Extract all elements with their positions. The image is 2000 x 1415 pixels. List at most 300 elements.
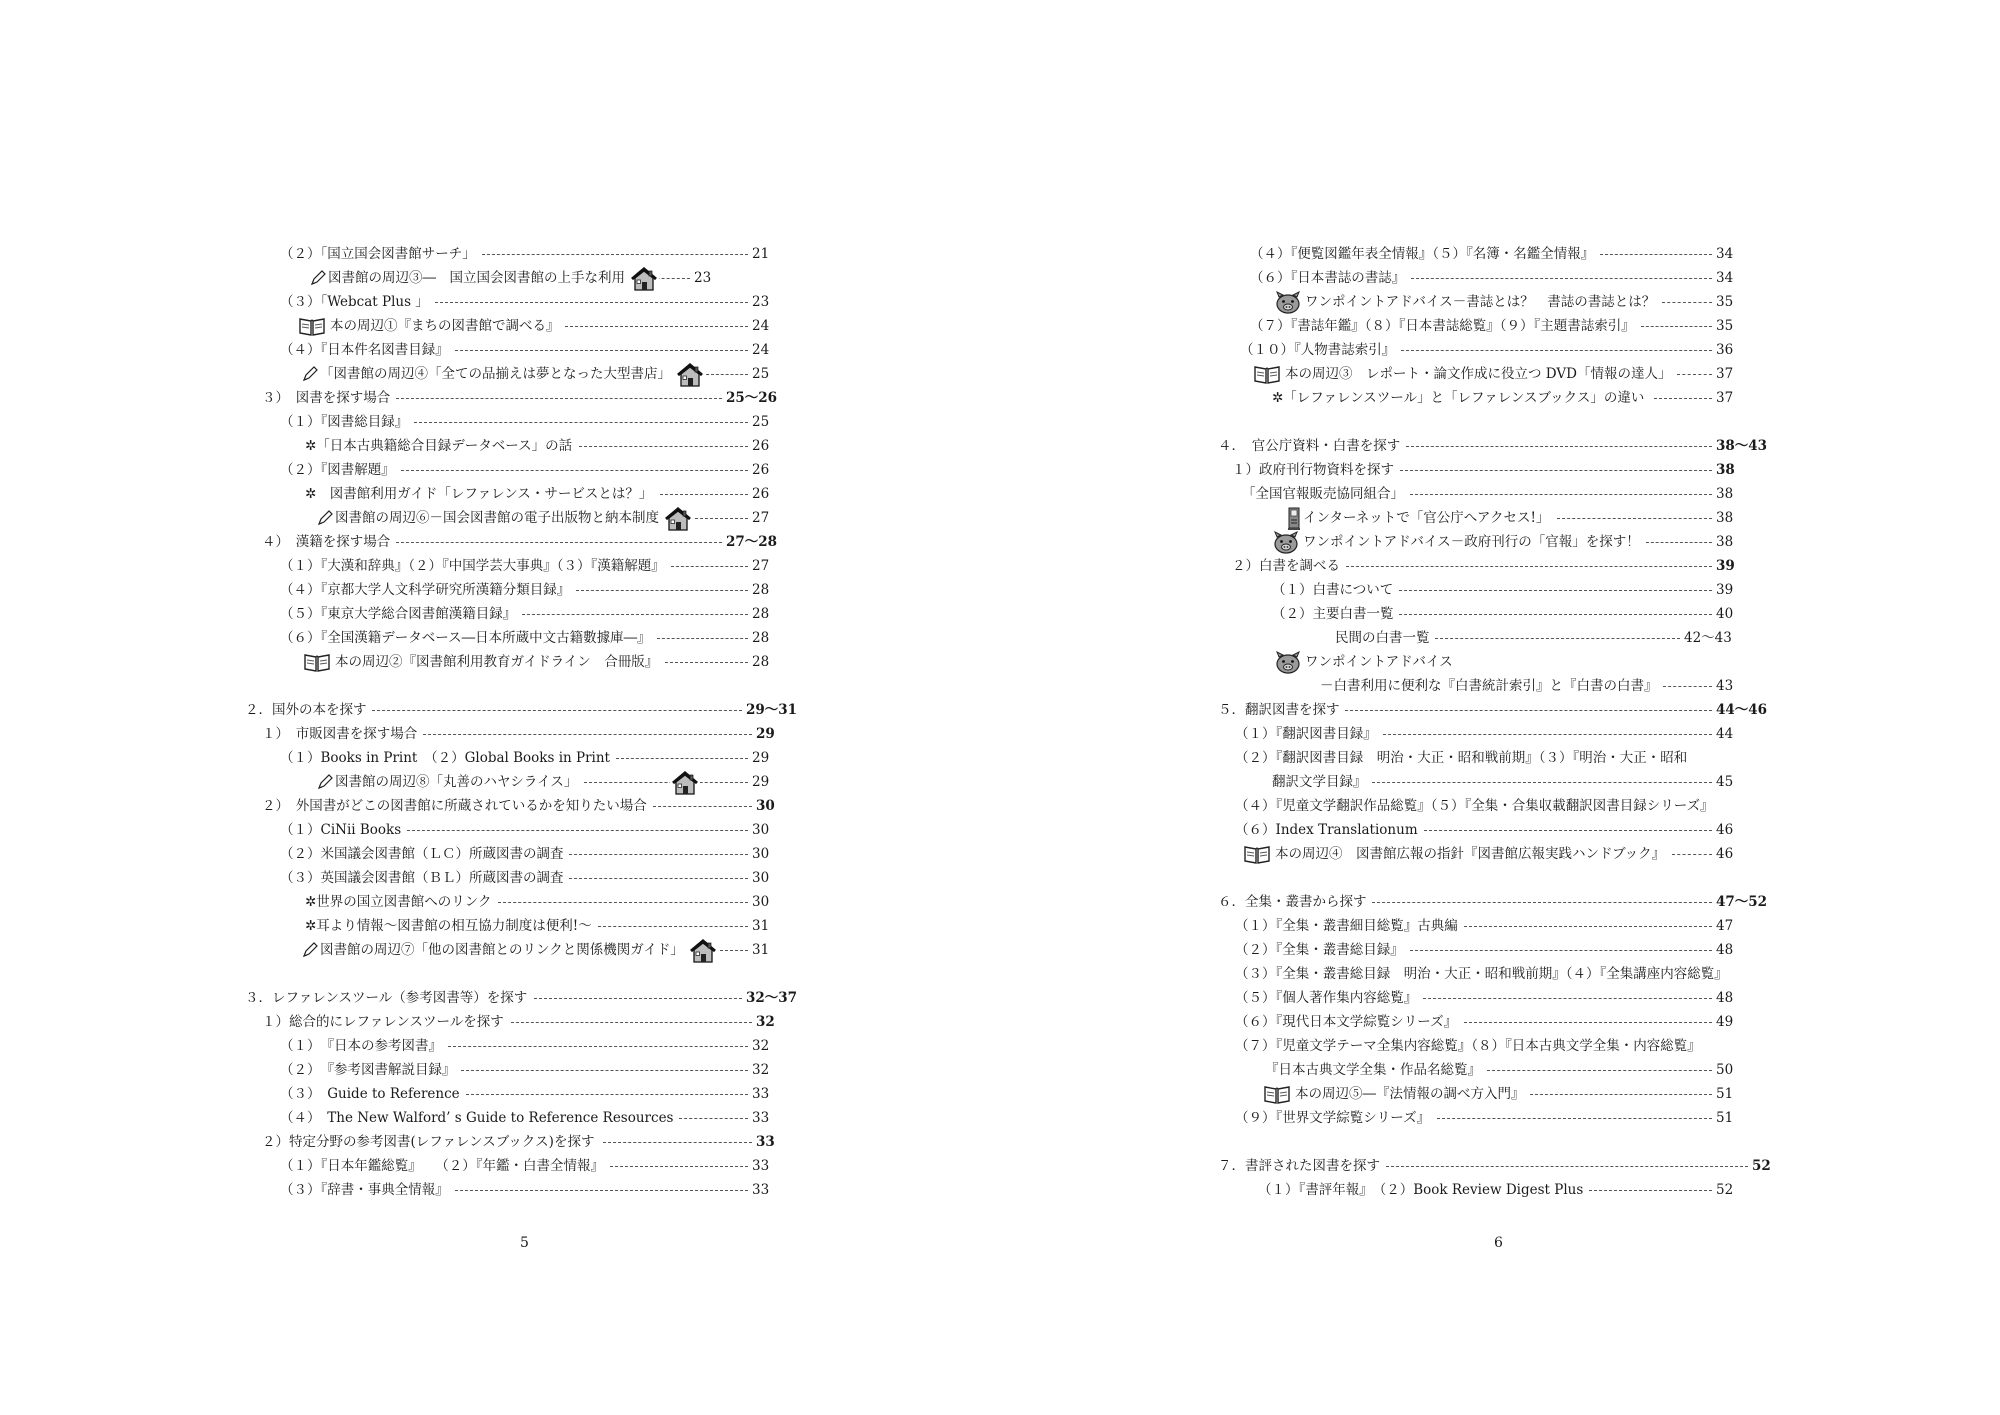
toc-page-number: 28 bbox=[752, 630, 770, 646]
book-icon bbox=[1243, 843, 1275, 865]
leader-dots bbox=[1487, 1070, 1712, 1071]
toc-entry-title: （３）「Webcat Plus 」 bbox=[280, 294, 429, 310]
toc-page-number: 23 bbox=[752, 294, 770, 310]
leader-dots bbox=[1530, 1094, 1712, 1095]
toc-entry-title: （１）Books in Print （２）Global Books in Print bbox=[280, 750, 610, 766]
toc-entry[interactable] bbox=[1000, 842, 2000, 866]
leader-dots bbox=[579, 446, 748, 447]
toc-entry-title: （７）『児童文学テーマ全集内容総覧』（８）『日本古典文学全集・内容総覧』 bbox=[1235, 1038, 1701, 1054]
toc-entry[interactable] bbox=[0, 650, 1000, 674]
toc-page-number: 46 bbox=[1716, 846, 1734, 862]
toc-entry-title: インターネットで「官公庁へアクセス!」 bbox=[1303, 510, 1550, 526]
leader-dots bbox=[1401, 350, 1712, 351]
spacer bbox=[1000, 1130, 2000, 1154]
toc-entry-title: ４． 官公庁資料・白書を探す bbox=[1218, 438, 1401, 454]
toc-entry-title: 本の周辺⑤―『法情報の調べ方入門』 bbox=[1295, 1086, 1525, 1102]
leader-dots bbox=[534, 998, 742, 999]
toc-page-number: 32 bbox=[752, 1062, 770, 1078]
toc-entry-title: （１）『書評年報』 （２）Book Review Digest Plus bbox=[1258, 1182, 1584, 1198]
toc-entry-title: 図書館の周辺⑥－国会図書館の電子出版物と納本制度 bbox=[335, 510, 659, 526]
toc-page-number: 33 bbox=[752, 1158, 770, 1174]
toc-entry-title: 本の周辺①『まちの図書館で調べる』 bbox=[330, 318, 560, 334]
toc-entry-title: ✲世界の国立図書館へのリンク bbox=[305, 894, 492, 910]
leader-dots bbox=[657, 638, 748, 639]
right-page bbox=[1000, 0, 2000, 1415]
toc-page-number: 48 bbox=[1716, 942, 1734, 958]
toc-entry-title: １） 市販図書を探す場合 bbox=[262, 726, 418, 742]
leader-dots bbox=[569, 878, 748, 879]
toc-entry-title: （２）『図書解題』 bbox=[280, 462, 395, 478]
toc-entry[interactable] bbox=[1000, 914, 2000, 938]
page-number-right: 6 bbox=[1494, 1235, 1503, 1251]
toc-page-number: 33 bbox=[752, 1182, 770, 1198]
leader-dots bbox=[522, 614, 748, 615]
toc-entry-title: 『日本古典文学全集・作品名総覧』 bbox=[1265, 1062, 1481, 1078]
toc-page-number: 25 bbox=[752, 414, 770, 430]
toc-entry[interactable] bbox=[0, 722, 1000, 746]
book-icon bbox=[1253, 363, 1285, 385]
leader-dots bbox=[455, 350, 748, 351]
toc-entry-title: ２）特定分野の参考図書(レファレンスブックス)を探す bbox=[262, 1134, 595, 1150]
toc-entry-title: ✲「レファレンスツール」と「レファレンスブックス」の違い bbox=[1272, 390, 1645, 406]
toc-page-number: 30 bbox=[752, 822, 770, 838]
leader-dots bbox=[1345, 710, 1712, 711]
toc-entry-title: （４） The New Walford’ s Guide to Reference Resources bbox=[280, 1110, 674, 1126]
toc-entry[interactable] bbox=[1000, 362, 2000, 386]
toc-entry-title: （１）『翻訳図書目録』 bbox=[1235, 726, 1377, 742]
leader-dots bbox=[1464, 1022, 1712, 1023]
toc-page-number: 38 bbox=[1716, 462, 1735, 478]
leader-dots bbox=[1423, 998, 1712, 999]
toc-entry[interactable] bbox=[1000, 458, 2000, 482]
toc-entry[interactable] bbox=[0, 986, 1000, 1010]
toc-entry[interactable] bbox=[1000, 1154, 2000, 1178]
leader-dots bbox=[1654, 398, 1712, 399]
toc-page-number: 26 bbox=[752, 462, 770, 478]
leader-dots bbox=[616, 758, 748, 759]
toc-entry[interactable] bbox=[1000, 266, 2000, 290]
leader-dots bbox=[1437, 1118, 1712, 1119]
leader-dots bbox=[660, 494, 748, 495]
leader-dots bbox=[435, 302, 748, 303]
leader-dots bbox=[1386, 1166, 1748, 1167]
toc-entry[interactable] bbox=[1000, 1106, 2000, 1130]
toc-entry[interactable] bbox=[0, 602, 1000, 626]
house-icon bbox=[688, 939, 718, 961]
toc-entry-title: －白書利用に便利な『白書統計索引』と『白書の白書』 bbox=[1320, 678, 1658, 694]
toc-entry[interactable] bbox=[0, 242, 1000, 266]
leader-dots bbox=[466, 1094, 748, 1095]
leader-dots bbox=[576, 590, 748, 591]
toc-entry-title: 翻訳文学目録』 bbox=[1272, 774, 1367, 790]
leader-dots bbox=[423, 734, 752, 735]
toc-entry-title: １）政府刊行物資料を探す bbox=[1232, 462, 1394, 478]
page-number-left: 5 bbox=[520, 1235, 529, 1251]
toc-entry-title: ６．全集・叢書から探す bbox=[1218, 894, 1367, 910]
toc-page-number: 23 bbox=[694, 270, 712, 286]
toc-page-number: 25 bbox=[752, 366, 770, 382]
toc-page-number: 38〜43 bbox=[1716, 438, 1768, 454]
toc-entry[interactable] bbox=[0, 1082, 1000, 1106]
toc-page-number: 36 bbox=[1716, 342, 1734, 358]
leader-dots bbox=[407, 830, 748, 831]
toc-entry[interactable] bbox=[1000, 578, 2000, 602]
toc-entry[interactable] bbox=[1000, 746, 2000, 770]
toc-entry-title: ２）白書を調べる bbox=[1232, 558, 1340, 574]
toc-entry[interactable] bbox=[0, 1130, 1000, 1154]
toc-entry[interactable] bbox=[1000, 434, 2000, 458]
toc-entry[interactable] bbox=[0, 554, 1000, 578]
toc-entry[interactable] bbox=[1000, 818, 2000, 842]
toc-entry-title: （１）『図書総目録』 bbox=[280, 414, 409, 430]
toc-entry-title: 本の周辺④ 図書館広報の指針『図書館広報実践ハンドブック』 bbox=[1275, 846, 1666, 862]
toc-entry[interactable] bbox=[1000, 674, 2000, 698]
leader-dots bbox=[1411, 278, 1712, 279]
leader-dots bbox=[569, 854, 748, 855]
toc-page-number: 47〜52 bbox=[1716, 894, 1768, 910]
leader-dots bbox=[401, 470, 748, 471]
toc-page-number: 32〜37 bbox=[746, 990, 798, 1006]
leader-dots bbox=[598, 926, 748, 927]
toc-entry[interactable] bbox=[1000, 986, 2000, 1010]
leader-dots bbox=[482, 254, 748, 255]
toc-entry[interactable] bbox=[0, 1154, 1000, 1178]
toc-entry[interactable] bbox=[1000, 938, 2000, 962]
toc-entry-title: （６）Index Translationum bbox=[1235, 822, 1418, 838]
toc-entry[interactable] bbox=[0, 698, 1000, 722]
toc-entry-title: （２）『全集・叢書総目録』 bbox=[1235, 942, 1404, 958]
toc-page-number: 52 bbox=[1752, 1158, 1771, 1174]
toc-entry[interactable] bbox=[1000, 794, 2000, 818]
toc-entry[interactable] bbox=[0, 1010, 1000, 1034]
toc-entry[interactable] bbox=[0, 362, 1000, 386]
toc-entry[interactable] bbox=[1000, 698, 2000, 722]
toc-entry[interactable] bbox=[0, 794, 1000, 818]
toc-entry-title: （２）米国議会図書館（ＬＣ）所蔵図書の調査 bbox=[280, 846, 564, 862]
toc-entry-title: （６）『全国漢籍データベース―日本所蔵中文古籍數據庫―』 bbox=[280, 630, 651, 646]
toc-entry-title: （１）『全集・叢書細目総覧』古典編 bbox=[1235, 918, 1458, 934]
toc-page-number: 28 bbox=[752, 654, 770, 670]
toc-entry[interactable] bbox=[0, 290, 1000, 314]
toc-entry-title: （６）『現代日本文学綜覧シリーズ』 bbox=[1235, 1014, 1458, 1030]
toc-entry-title: （４）『便覧図鑑年表全情報』（５）『名簿・名鑑全情報』 bbox=[1250, 246, 1595, 262]
pencil-icon bbox=[302, 366, 320, 388]
pencil-icon bbox=[302, 942, 320, 964]
toc-page-number: 37 bbox=[1716, 366, 1734, 382]
toc-entry-title: ２） 外国書がどこの図書館に所蔵されているかを知りたい場合 bbox=[262, 798, 647, 814]
house-icon bbox=[629, 267, 659, 289]
toc-entry[interactable] bbox=[1000, 1058, 2000, 1082]
toc-page-number: 29〜31 bbox=[746, 702, 798, 718]
toc-page-number: 28 bbox=[752, 582, 770, 598]
toc-entry[interactable] bbox=[1000, 1010, 2000, 1034]
toc-entry[interactable] bbox=[0, 314, 1000, 338]
toc-entry[interactable] bbox=[0, 938, 1000, 962]
toc-page-number: 38 bbox=[1716, 486, 1734, 502]
leader-dots bbox=[610, 1166, 748, 1167]
toc-entry[interactable] bbox=[1000, 650, 2000, 674]
pig-icon bbox=[1273, 651, 1305, 673]
toc-page-number: 32 bbox=[756, 1014, 775, 1030]
toc-entry[interactable] bbox=[1000, 770, 2000, 794]
pencil-icon bbox=[317, 774, 335, 796]
toc-entry[interactable] bbox=[0, 1178, 1000, 1202]
toc-page-number: 48 bbox=[1716, 990, 1734, 1006]
toc-entry-title: 図書館の周辺③― 国立国会図書館の上手な利用 bbox=[328, 270, 625, 286]
toc-entry[interactable] bbox=[0, 506, 1000, 530]
toc-page-number: 29 bbox=[752, 750, 770, 766]
house-icon bbox=[675, 363, 705, 385]
toc-page-number: 31 bbox=[752, 942, 770, 958]
toc-entry[interactable] bbox=[0, 746, 1000, 770]
toc-entry[interactable] bbox=[1000, 626, 2000, 650]
toc-entry[interactable] bbox=[0, 578, 1000, 602]
toc-entry-title: 図書館の周辺⑦「他の図書館とのリンクと関係機関ガイド」 bbox=[320, 942, 684, 958]
toc-entry-title: ５．翻訳図書を探す bbox=[1218, 702, 1340, 718]
toc-entry-title: （７）『書誌年鑑』（８）『日本書誌総覧』（９）『主題書誌索引』 bbox=[1250, 318, 1635, 334]
leader-dots bbox=[372, 710, 742, 711]
toc-page-number: 52 bbox=[1716, 1182, 1734, 1198]
toc-entry-title: （９）『世界文学綜覧シリーズ』 bbox=[1235, 1110, 1431, 1126]
leader-dots bbox=[448, 1046, 748, 1047]
leader-dots bbox=[1557, 518, 1712, 519]
toc-page-number: 34 bbox=[1716, 246, 1734, 262]
toc-page-number: 28 bbox=[752, 606, 770, 622]
toc-entry[interactable] bbox=[1000, 530, 2000, 554]
toc-entry-title: ✲ 図書館利用ガイド「レファレンス・サービスとは？」 bbox=[305, 486, 653, 502]
leader-dots bbox=[1435, 638, 1680, 639]
toc-entry[interactable] bbox=[1000, 1178, 2000, 1202]
pig-icon bbox=[1273, 291, 1305, 313]
leader-dots bbox=[455, 1190, 748, 1191]
left-toc bbox=[0, 242, 1000, 1202]
toc-page-number: 26 bbox=[752, 486, 770, 502]
toc-page-number: 39 bbox=[1716, 558, 1735, 574]
leader-dots bbox=[1406, 446, 1712, 447]
toc-entry-title: ✲「日本古典籍総合目録データベース」の話 bbox=[305, 438, 573, 454]
leader-dots bbox=[665, 662, 748, 663]
leader-dots bbox=[1383, 734, 1712, 735]
toc-page-number: 27 bbox=[752, 558, 770, 574]
toc-entry-title: （４）『日本件名図書目録』 bbox=[280, 342, 449, 358]
toc-entry-title: 本の周辺③ レポート・論文作成に役立つ DVD「情報の達人」 bbox=[1285, 366, 1672, 382]
toc-entry-title: （２）「国立国会図書館サーチ」 bbox=[280, 246, 476, 262]
toc-entry[interactable] bbox=[0, 1106, 1000, 1130]
toc-entry[interactable] bbox=[0, 866, 1000, 890]
toc-page-number: 30 bbox=[756, 798, 775, 814]
toc-page-number: 30 bbox=[752, 894, 770, 910]
toc-page-number: 24 bbox=[752, 342, 770, 358]
toc-entry-title: （３）英国議会図書館（ＢＬ）所蔵図書の調査 bbox=[280, 870, 564, 886]
toc-entry[interactable] bbox=[0, 266, 1000, 290]
toc-entry[interactable] bbox=[1000, 290, 2000, 314]
toc-entry[interactable] bbox=[1000, 890, 2000, 914]
pig-icon bbox=[1271, 531, 1303, 553]
toc-entry[interactable] bbox=[1000, 602, 2000, 626]
book-icon bbox=[303, 651, 335, 673]
toc-entry[interactable] bbox=[1000, 386, 2000, 410]
toc-entry-title: （１） 『日本の参考図書』 bbox=[280, 1038, 442, 1054]
toc-entry-title: （１）CiNii Books bbox=[280, 822, 402, 838]
book-icon bbox=[1263, 1083, 1295, 1105]
toc-page-number: 50 bbox=[1716, 1062, 1734, 1078]
toc-entry-title: （５）『個人著作集内容総覧』 bbox=[1235, 990, 1418, 1006]
leader-dots bbox=[1589, 1190, 1712, 1191]
leader-dots bbox=[603, 1142, 752, 1143]
toc-page-number: 33 bbox=[756, 1134, 775, 1150]
leader-dots bbox=[1663, 686, 1712, 687]
toc-entry-title: 図書館の周辺⑧「丸善のハヤシライス」 bbox=[335, 774, 578, 790]
leader-dots bbox=[1410, 950, 1712, 951]
toc-page-number: 42〜43 bbox=[1684, 630, 1732, 646]
toc-entry[interactable] bbox=[0, 626, 1000, 650]
pencil-icon bbox=[310, 270, 328, 292]
toc-page-number: 45 bbox=[1716, 774, 1734, 790]
right-toc bbox=[1000, 242, 2000, 1202]
leader-dots bbox=[1372, 782, 1712, 783]
toc-page-number: 26 bbox=[752, 438, 770, 454]
house-icon bbox=[663, 507, 693, 529]
leader-dots bbox=[1646, 542, 1712, 543]
leader-dots bbox=[1424, 830, 1712, 831]
toc-page-number: 24 bbox=[752, 318, 770, 334]
toc-entry-title: （１）『日本年鑑総覧』 （２）『年鑑・白書全情報』 bbox=[280, 1158, 604, 1174]
toc-entry-title: （６）『日本書誌の書誌』 bbox=[1250, 270, 1406, 286]
leader-dots bbox=[1410, 494, 1712, 495]
toc-entry[interactable] bbox=[1000, 722, 2000, 746]
toc-entry-title: （４）『京都大学人文科学研究所漢籍分類目録』 bbox=[280, 582, 571, 598]
toc-page-number: 35 bbox=[1716, 294, 1734, 310]
leader-dots bbox=[1400, 470, 1712, 471]
leader-dots bbox=[1372, 902, 1712, 903]
toc-entry-title: （３）『辞書・事典全情報』 bbox=[280, 1182, 449, 1198]
computer-icon bbox=[1287, 507, 1303, 529]
toc-entry-title: ７．書評された図書を探す bbox=[1218, 1158, 1380, 1174]
toc-entry[interactable] bbox=[0, 1058, 1000, 1082]
toc-page-number: 25〜26 bbox=[726, 390, 778, 406]
toc-entry-title: ワンポイントアドバイス－政府刊行の「官報」を探す！ bbox=[1303, 534, 1640, 550]
spacer bbox=[1000, 410, 2000, 434]
toc-page-number: 43 bbox=[1716, 678, 1734, 694]
spacer bbox=[1000, 866, 2000, 890]
leader-dots bbox=[1641, 326, 1712, 327]
toc-entry[interactable] bbox=[1000, 242, 2000, 266]
toc-page-number: 29 bbox=[756, 726, 775, 742]
toc-entry[interactable] bbox=[0, 386, 1000, 410]
leader-dots bbox=[511, 1022, 752, 1023]
leader-dots bbox=[1672, 854, 1712, 855]
toc-page-number: 40 bbox=[1716, 606, 1734, 622]
toc-page-number: 27〜28 bbox=[726, 534, 778, 550]
toc-page-number: 44 bbox=[1716, 726, 1734, 742]
toc-entry[interactable] bbox=[0, 458, 1000, 482]
toc-entry-title: 「図書館の周辺④「全ての品揃えは夢となった大型書店」 bbox=[320, 366, 671, 382]
toc-entry[interactable] bbox=[1000, 338, 2000, 362]
leader-dots bbox=[679, 1118, 748, 1119]
toc-entry[interactable] bbox=[1000, 1082, 2000, 1106]
toc-entry[interactable] bbox=[1000, 314, 2000, 338]
toc-entry-title: １）総合的にレファレンスツールを探す bbox=[262, 1014, 504, 1030]
toc-page-number: 32 bbox=[752, 1038, 770, 1054]
toc-page-number: 33 bbox=[752, 1086, 770, 1102]
toc-entry[interactable] bbox=[1000, 482, 2000, 506]
toc-entry[interactable] bbox=[1000, 1034, 2000, 1058]
toc-page-number: 49 bbox=[1716, 1014, 1734, 1030]
toc-entry-title: 「全国官報販売協同組合」 bbox=[1242, 486, 1404, 502]
leader-dots bbox=[584, 782, 748, 783]
toc-entry-title: ４） 漢籍を探す場合 bbox=[262, 534, 391, 550]
toc-page-number: 37 bbox=[1716, 390, 1734, 406]
toc-entry[interactable] bbox=[1000, 554, 2000, 578]
toc-entry[interactable] bbox=[0, 530, 1000, 554]
toc-entry[interactable] bbox=[0, 434, 1000, 458]
leader-dots bbox=[565, 326, 748, 327]
leader-dots bbox=[498, 902, 748, 903]
toc-entry-title: （１）『大漢和辞典』（２）『中国学芸大事典』（３）『漢籍解題』 bbox=[280, 558, 665, 574]
toc-page-number: 33 bbox=[752, 1110, 770, 1126]
toc-entry-title: ２．国外の本を探す bbox=[245, 702, 367, 718]
toc-page-number: 46 bbox=[1716, 822, 1734, 838]
toc-page-number: 38 bbox=[1716, 534, 1734, 550]
toc-page-number: 30 bbox=[752, 870, 770, 886]
toc-entry-title: （３） Guide to Reference bbox=[280, 1086, 460, 1102]
toc-page-number: 38 bbox=[1716, 510, 1734, 526]
leader-dots bbox=[671, 566, 748, 567]
leader-dots bbox=[414, 422, 748, 423]
toc-entry[interactable] bbox=[0, 818, 1000, 842]
toc-entry-title: ワンポイントアドバイス bbox=[1305, 654, 1453, 670]
toc-page-number: 44〜46 bbox=[1716, 702, 1768, 718]
toc-entry-title: （１）白書について bbox=[1272, 582, 1394, 598]
leader-dots bbox=[396, 398, 722, 399]
toc-page-number: 34 bbox=[1716, 270, 1734, 286]
toc-entry-title: （２）『翻訳図書目録 明治・大正・昭和戦前期』（３）『明治・大正・昭和 bbox=[1235, 750, 1688, 766]
toc-page-number: 27 bbox=[752, 510, 770, 526]
house-icon bbox=[670, 771, 700, 793]
toc-entry-title: 本の周辺②『図書館利用教育ガイドライン 合冊版』 bbox=[335, 654, 659, 670]
toc-entry[interactable] bbox=[0, 1034, 1000, 1058]
toc-page-number: 51 bbox=[1716, 1110, 1734, 1126]
toc-entry-title: （５）『東京大学総合図書館漢籍目録』 bbox=[280, 606, 517, 622]
toc-page-number: 29 bbox=[752, 774, 770, 790]
toc-entry[interactable] bbox=[0, 890, 1000, 914]
toc-entry[interactable] bbox=[0, 410, 1000, 434]
toc-entry-title: ３） 図書を探す場合 bbox=[262, 390, 391, 406]
spacer bbox=[0, 962, 1000, 986]
toc-entry-title: ３．レファレンスツール（参考図書等）を探す bbox=[245, 990, 528, 1006]
toc-entry[interactable] bbox=[0, 338, 1000, 362]
toc-entry[interactable] bbox=[0, 770, 1000, 794]
toc-entry[interactable] bbox=[0, 482, 1000, 506]
toc-page-number: 51 bbox=[1716, 1086, 1734, 1102]
leader-dots bbox=[1346, 566, 1712, 567]
leader-dots bbox=[1662, 302, 1712, 303]
book-icon bbox=[298, 315, 330, 337]
toc-entry[interactable] bbox=[0, 914, 1000, 938]
toc-entry-title: （４）『児童文学翻訳作品総覧』（５）『全集・合集収載翻訳図書目録シリーズ』 bbox=[1235, 798, 1714, 814]
toc-entry-title: （２） 『参考図書解説目録』 bbox=[280, 1062, 456, 1078]
toc-entry-title: ワンポイントアドバイス－書誌とは？ 書誌の書誌とは？ bbox=[1305, 294, 1656, 310]
toc-entry[interactable] bbox=[1000, 506, 2000, 530]
toc-entry-title: 民間の白書一覧 bbox=[1335, 630, 1430, 646]
spacer bbox=[0, 674, 1000, 698]
leader-dots bbox=[1600, 254, 1712, 255]
leader-dots bbox=[1399, 590, 1712, 591]
pencil-icon bbox=[317, 510, 335, 532]
toc-entry[interactable] bbox=[1000, 962, 2000, 986]
toc-page-number: 30 bbox=[752, 846, 770, 862]
toc-entry[interactable] bbox=[0, 842, 1000, 866]
